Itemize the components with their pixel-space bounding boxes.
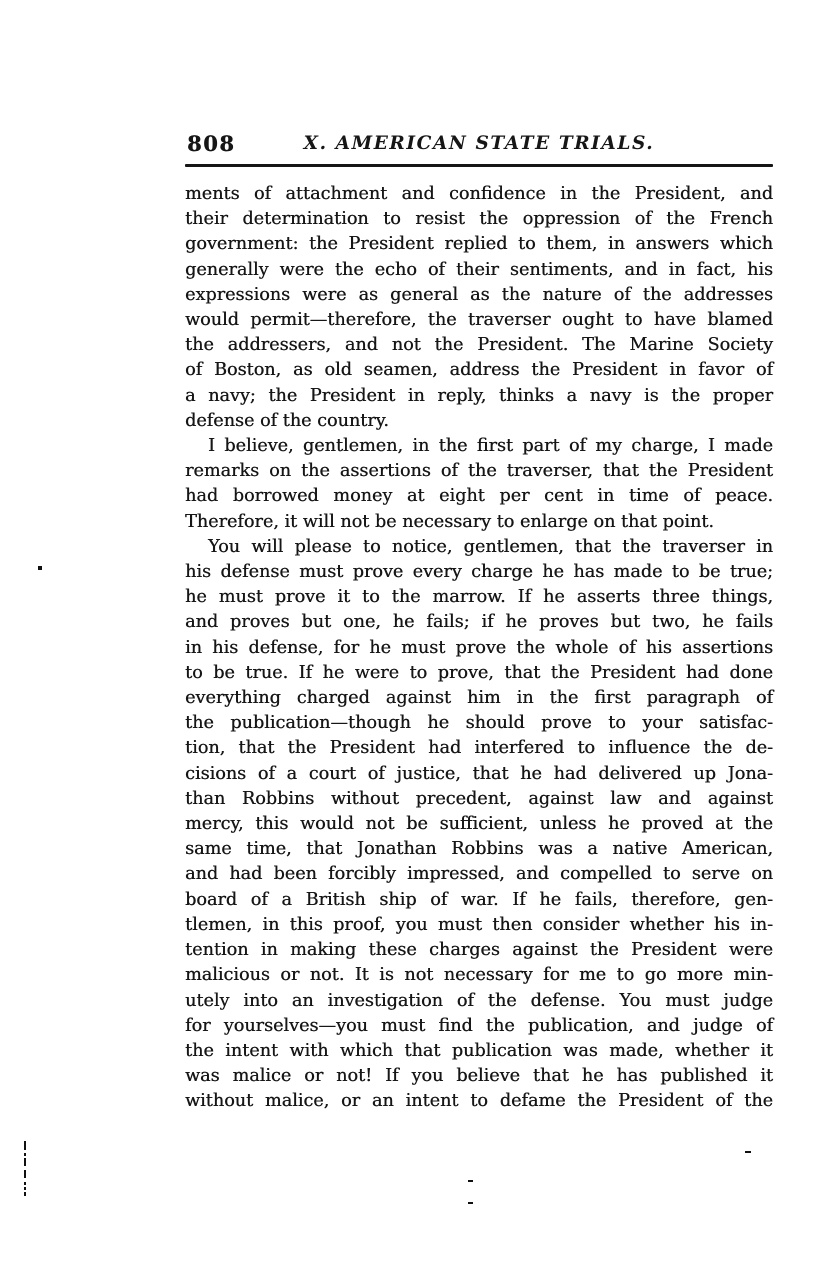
text-line: tlemen, in this proof, you must then consider whether his in- [185,914,773,935]
text-line: was malice or not! If you believe that he has published it [185,1066,773,1087]
text-line: and proves but one, he fails; if he proves but two, he fails [185,612,773,633]
text-line: the addressers, and not the President. The Marine Society [185,335,773,356]
scan-artifact [24,1153,26,1156]
text-line: same time, that Jonathan Robbins was a native American, [185,839,773,860]
text-line: a navy; the President in reply, thinks a navy is the proper [185,385,773,406]
scan-artifact [468,1202,473,1204]
scan-artifact [24,1187,26,1190]
text-line: the intent with which that publication was made, whether it [185,1040,773,1061]
text-line: I believe, gentlemen, in the first part of my charge, I made [208,436,773,457]
text-line: government: the President replied to them, in answers which [185,234,773,255]
text-line: than Robbins without precedent, against law and against [185,788,773,809]
text-line: the publication—though he should prove to your satisfac- [185,713,773,734]
paragraph [185,182,773,434]
text-line: he must prove it to the marrow. If he asserts three things, [185,587,773,608]
text-line: board of a British ship of war. If he fails, therefore, gen- [185,889,773,910]
paragraph [185,535,773,1115]
text-line: tention in making these charges against the President were [185,940,773,961]
text-line: their determination to resist the oppression of the French [185,209,773,230]
text-line: You will please to notice, gentlemen, that the traverser in [208,536,773,557]
running-title: X. AMERICAN STATE TRIALS. [303,133,655,154]
text-line: would permit—therefore, the traverser ought to have blamed [185,310,773,331]
header-rule [185,164,773,167]
scan-artifact [24,1182,26,1185]
text-line: in his defense, for he must prove the whole of his assertions [185,637,773,658]
text-line: everything charged against him in the first paragraph of [185,688,773,709]
text-line: defense of the country. [185,410,389,431]
scan-artifact [24,1141,26,1150]
scan-artifact [24,1170,26,1178]
text-line: to be true. If he were to prove, that the President had done [185,662,773,683]
text-line: malicious or not. It is not necessary for me to go more min- [185,965,773,986]
text-line: generally were the echo of their sentiments, and in fact, his [185,259,773,280]
text-line: remarks on the assertions of the traverser, that the President [185,461,773,482]
text-line: his defense must prove every charge he has made to be true; [185,562,773,583]
text-line: for yourselves—you must find the publication, and judge of [185,1015,773,1036]
text-line: tion, that the President had interfered to influence the de- [185,738,773,759]
scan-artifact [38,566,42,570]
scan-artifact [24,1192,26,1196]
scan-artifact [745,1151,751,1153]
page-number: 808 [187,131,236,156]
text-line: mercy, this would not be sufficient, unless he proved at the [185,814,773,835]
scan-artifact [24,1158,26,1166]
running-header [185,131,773,163]
text-line: without malice, or an intent to defame the President of the [185,1091,773,1112]
text-line: and had been forcibly impressed, and compelled to serve on [185,864,773,885]
text-line: Therefore, it will not be necessary to enlarge on that point. [185,511,714,532]
text-line: ments of attachment and confidence in the President, and [185,184,773,204]
text-line: utely into an investigation of the defense. You must judge [185,990,773,1011]
paragraph [185,434,773,535]
page-body [185,182,773,1115]
scan-artifact [468,1180,473,1182]
text-line: had borrowed money at eight per cent in time of peace. [185,486,773,507]
text-line: expressions were as general as the nature of the addresses [185,284,773,305]
text-line: cisions of a court of justice, that he had delivered up Jona- [185,763,773,784]
text-line: of Boston, as old seamen, address the President in favor of [185,360,773,381]
